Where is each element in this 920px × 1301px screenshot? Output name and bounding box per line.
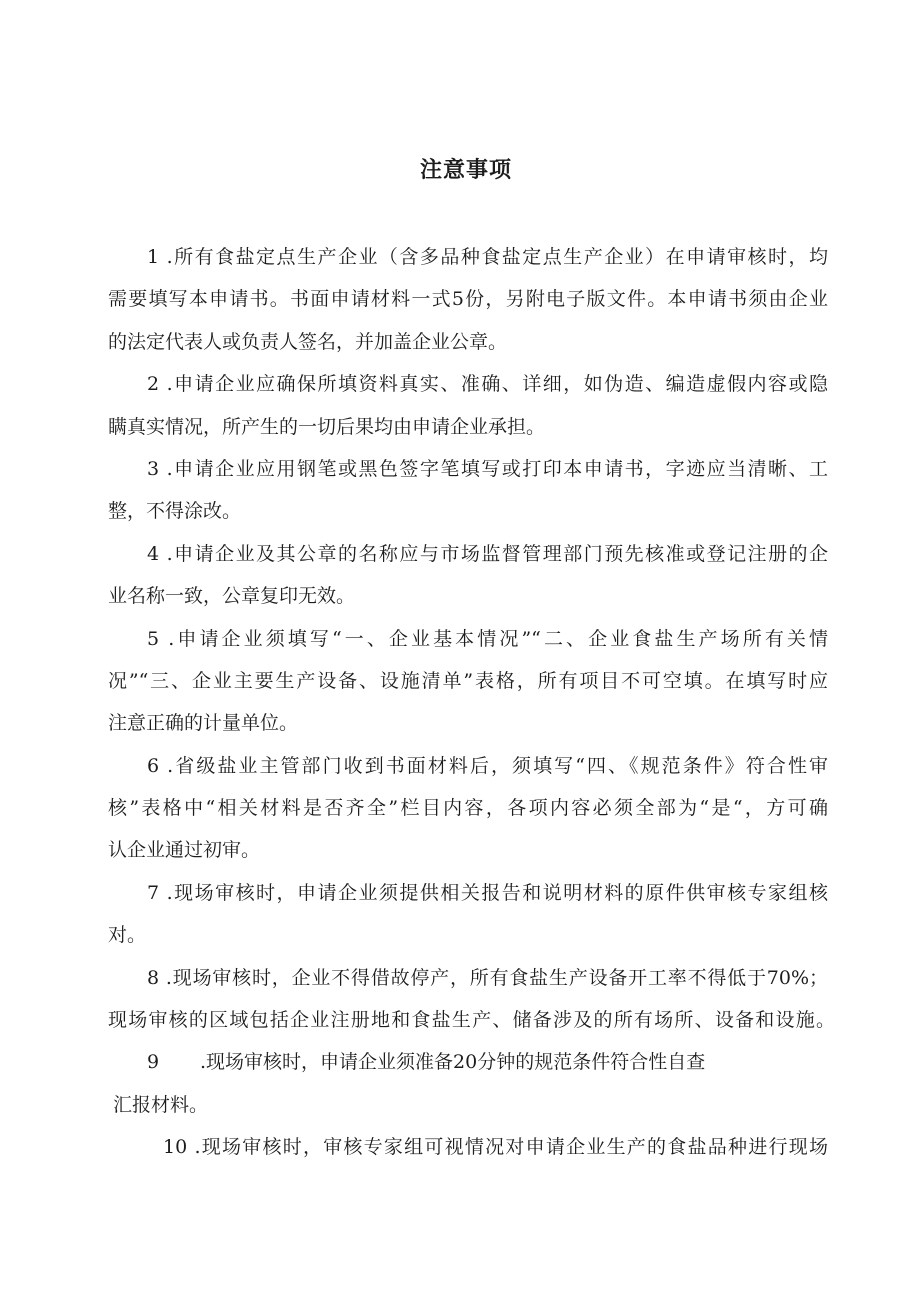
note-3-text: 申请企业应用钢笔或黑色签字笔填写或打印本申请书，字迹应当清晰、工 — [172, 457, 828, 480]
note-9-number: 9 — [147, 1051, 160, 1074]
note-6-number: 6 . — [147, 754, 174, 777]
note-7-text: 现场审核时，申请企业须提供相关报告和说明材料的原件供审核专家组核 — [172, 881, 828, 904]
note-5-number: 5 . — [147, 627, 175, 650]
note-4-line-1 — [108, 533, 828, 575]
note-6-text: 省级盐业主管部门收到书面材料后，须填写“四、《规范条件》符合性审 — [173, 754, 828, 777]
note-8-number: 8 . — [147, 966, 172, 989]
note-3-line-2: 整，不得涂改。 — [108, 500, 242, 523]
note-1-text: 所有食盐定点生产企业（含多品种食盐定点生产企业）在申请审核时，均 — [172, 246, 828, 268]
note-8-line-1 — [108, 957, 828, 999]
page-title: 注意事项 — [419, 157, 512, 183]
note-6-line-1 — [108, 745, 828, 787]
note-7-number: 7 . — [147, 881, 173, 904]
note-7-line-2: 对。 — [108, 924, 147, 947]
note-3-line-1 — [108, 448, 828, 490]
note-8-text: 现场审核时，企业不得借故停产，所有食盐生产设备开工率不得低于70%； — [171, 966, 828, 989]
note-8-line-2: 现场审核的区域包括企业注册地和食盐生产、储备涉及的所有场所、设备和设施。 — [108, 1009, 835, 1032]
note-4-number: 4 . — [147, 542, 173, 565]
note-6-line-3: 认企业通过初审。 — [108, 839, 261, 862]
note-9-line-2: 汇报材料。 — [113, 1093, 209, 1116]
note-5-line-3: 注意正确的计量单位。 — [108, 712, 299, 735]
note-5-line-2: 况”“三、企业主要生产设备、设施清单”表格，所有项目不可空填。在填写时应 — [108, 669, 828, 692]
note-3-number: 3 . — [147, 457, 173, 480]
note-2-line-2: 瞒真实情况，所产生的一切后果均由申请企业承担。 — [108, 415, 546, 438]
note-4-line-2: 业名称一致，公章复印无效。 — [108, 585, 356, 608]
note-10-line-1 — [108, 1126, 828, 1168]
note-1-number: 1 . — [147, 246, 173, 268]
note-5-text: 申请企业须填写“一、企业基本情况”“二、企业食盐生产场所有关情 — [174, 627, 828, 650]
note-2-line-1 — [108, 363, 828, 405]
notes-body — [108, 236, 835, 1169]
note-2-number: 2 . — [147, 373, 173, 396]
note-7-line-1 — [108, 872, 828, 914]
note-2-text: 申请企业应确保所填资料真实、准确、详细，如伪造、编造虚假内容或隐 — [172, 373, 828, 396]
note-10-text: 现场审核时，审核专家组可视情况对申请企业生产的食盐品种进行现场 — [200, 1136, 828, 1159]
note-9-line-1 — [108, 1041, 828, 1083]
note-1-line-1 — [108, 236, 828, 278]
note-9-text: .现场审核时，申请企业须准备20分钟的规范条件符合性自查 — [200, 1051, 706, 1074]
note-1-line-2: 需要填写本申请书。书面申请材料一式5份，另附电子版文件。本申请书须由企业 — [108, 288, 828, 311]
note-4-text: 申请企业及其公章的名称应与市场监督管理部门预先核准或登记注册的企 — [172, 542, 828, 565]
note-10-number: 10 . — [163, 1136, 201, 1159]
note-1-line-3: 的法定代表人或负责人签名，并加盖企业公章。 — [108, 330, 508, 353]
note-5-line-1 — [108, 618, 828, 660]
note-6-line-2: 核”表格中“相关材料是否齐全”栏目内容，各项内容必须全部为“是“，方可确 — [108, 797, 828, 820]
